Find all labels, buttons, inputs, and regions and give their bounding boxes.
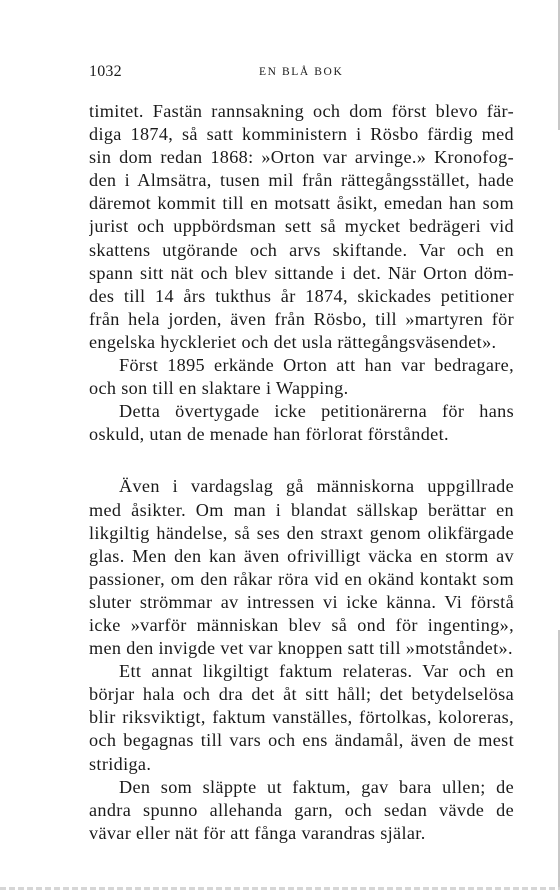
text-line: sin dom redan 1868: »Orton var arvinge.» Kronofog- (89, 147, 514, 168)
text-line: den i Almsätra, tusen mil från rättegångsstället, hade (89, 170, 514, 191)
text-line: glas. Men den kan även ofrivilligt väcka en storm av (89, 545, 514, 566)
text-line: men den invigde vet var knoppen satt till »motståndet». (89, 638, 513, 659)
text-line: däremot kommit till en motsatt åsikt, emedan han som (89, 193, 514, 214)
paragraph-2 (89, 354, 514, 400)
text-line: des till 14 års tukthus år 1874, skickades petitioner (89, 285, 514, 306)
text-line: icke »varför människan blev så ond för ingenting», (89, 614, 514, 635)
text-line: passioner, om den råkar röra vid en okänd kontakt som (89, 568, 514, 589)
paragraph-6 (89, 776, 514, 845)
page-number: 1032 (89, 63, 122, 80)
text-line: Den som släppte ut faktum, gav bara ullen; de (119, 776, 514, 797)
text-line: börjar hala och dra det åt sitt håll; det betydelselösa (89, 684, 514, 705)
text-line: skattens utgörande och arvs skiftande. Var och en (89, 239, 514, 260)
text-line: oskuld, utan de menade han förlorat förståndet. (89, 424, 449, 445)
text-line: och begagnas till vars och ens ändamål, även de mest (89, 730, 514, 751)
text-line: jurist och uppbördsman sett så mycket bedrägeri vid (89, 216, 514, 237)
text-line: blir riksviktigt, faktum vanställes, förtolkas, koloreras, (89, 707, 514, 728)
text-line: och son till en slaktare i Wapping. (89, 378, 349, 399)
running-title: EN BLÅ BOK (259, 66, 344, 78)
paragraph-5 (89, 660, 514, 775)
text-line: andra spunno allehanda garn, och sedan vävde de (89, 799, 514, 820)
text-line: Detta övertygade icke petitionärerna för hans (119, 401, 514, 422)
text-line: Även i vardagslag gå människorna uppgillrade (119, 476, 514, 497)
paragraph-4 (89, 475, 514, 660)
text-line: från hela jorden, även från Rösbo, till »martyren för (89, 308, 514, 329)
text-line: Först 1895 erkände Orton att han var bedragare, (119, 355, 514, 376)
text-line: likgiltig händelse, så ses den straxt genom olikfärgade (89, 522, 514, 543)
text-line: timitet. Fastän rannsakning och dom först blevo fär- (89, 101, 514, 121)
text-line: med åsikter. Om man i blandat sällskap berättar en (89, 499, 514, 520)
text-line: diga 1874, så satt komministern i Rösbo färdig med (89, 124, 514, 145)
text-line: engelska hyckleriet och det usla rättegångsväsendet». (89, 331, 497, 352)
section-break (89, 446, 514, 475)
text-line: stridiga. (89, 753, 152, 774)
running-head (89, 63, 521, 85)
paragraph-3 (89, 400, 514, 446)
text-line: spann sitt nät och blev sittande i det. När Orton döm- (89, 262, 514, 283)
text-line: vävar eller nät för att fånga varandras själar. (89, 822, 426, 843)
text-line: sluter strömmar av intressen vi icke känna. Vi förstå (89, 591, 514, 612)
body-text (89, 100, 514, 845)
text-line: Ett annat likgiltigt faktum relateras. Var och en (119, 661, 514, 682)
paragraph-1 (89, 100, 514, 354)
